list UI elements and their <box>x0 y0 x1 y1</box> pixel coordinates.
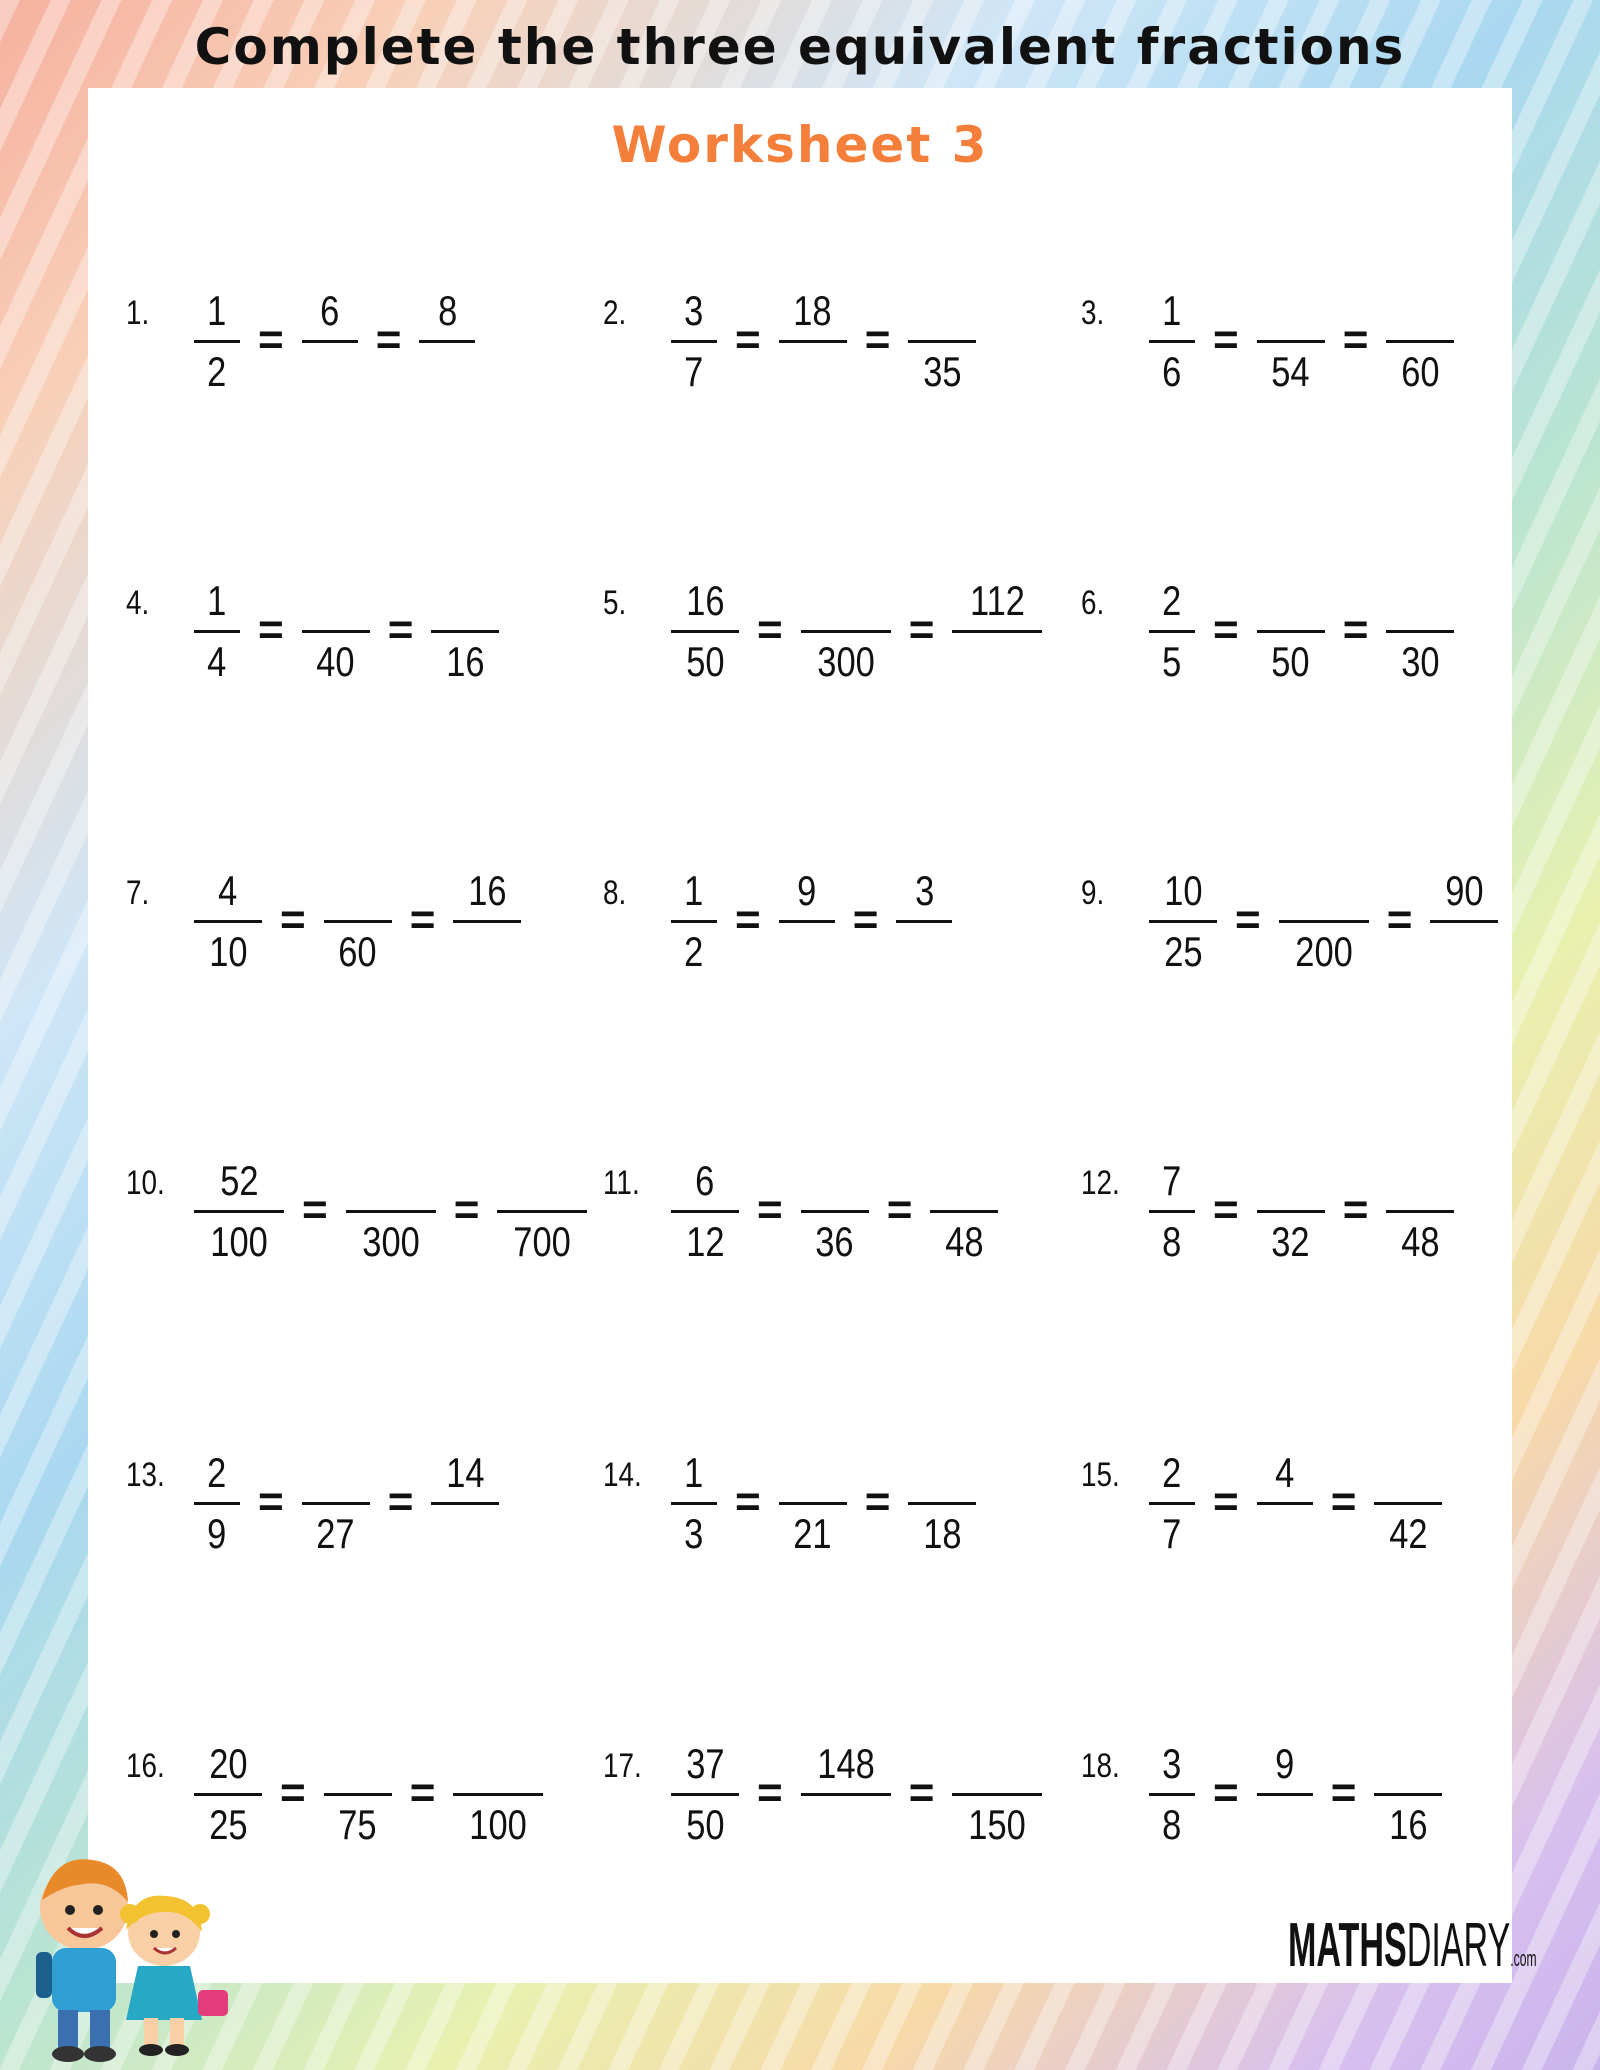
equals-sign: = <box>735 1476 761 1526</box>
fraction-bar <box>453 920 521 923</box>
fraction-f3 <box>431 578 499 685</box>
equals-sign: = <box>852 894 879 944</box>
problem-number: 12. <box>1081 1164 1120 1202</box>
fraction-f2 <box>779 1450 847 1557</box>
denominator: 100 <box>210 1218 268 1265</box>
denominator: 5 <box>1162 638 1182 685</box>
equals-sign: = <box>1213 1767 1239 1817</box>
problem-8 <box>603 868 952 975</box>
fraction-bar <box>801 1793 891 1796</box>
fraction-f3 <box>453 868 521 975</box>
equals-sign: = <box>864 314 891 364</box>
fraction-f3 <box>930 1158 998 1265</box>
denominator: 200 <box>1294 928 1353 975</box>
equals-sign: = <box>375 314 402 364</box>
fraction-f1 <box>671 578 739 685</box>
fraction-f2 <box>1257 288 1325 395</box>
denominator: 75 <box>338 1801 377 1848</box>
mathsdiary-logo: MATHSDIARY.com <box>1288 1911 1537 1980</box>
equals-sign: = <box>258 314 284 364</box>
denominator: 48 <box>1401 1218 1440 1265</box>
numerator: 6 <box>695 1157 715 1204</box>
denominator: 300 <box>361 1218 420 1265</box>
denominator: 3 <box>684 1510 704 1557</box>
numerator: 1 <box>207 287 227 334</box>
problem-12 <box>1081 1158 1454 1265</box>
denominator: 100 <box>469 1801 528 1848</box>
fraction-f3 <box>453 1741 543 1848</box>
denominator: 18 <box>923 1510 962 1557</box>
problem-14 <box>603 1450 976 1557</box>
problem-number: 13. <box>126 1456 165 1494</box>
fraction-f3 <box>908 1450 976 1557</box>
fraction-f1 <box>671 868 717 975</box>
denominator: 48 <box>945 1218 984 1265</box>
fraction-f1 <box>194 1450 240 1557</box>
problem-1 <box>126 288 475 395</box>
equals-sign: = <box>1330 1767 1357 1817</box>
problem-16 <box>126 1741 543 1848</box>
fraction-f1 <box>194 1741 262 1848</box>
numerator: 14 <box>446 1449 485 1496</box>
fraction-f1 <box>1149 288 1195 395</box>
equals-sign: = <box>409 1767 436 1817</box>
equals-sign: = <box>1386 894 1413 944</box>
equals-sign: = <box>757 1767 783 1817</box>
fraction-f2 <box>1257 1741 1313 1848</box>
denominator: 16 <box>446 638 485 685</box>
fraction-f1 <box>194 288 240 395</box>
numerator: 20 <box>208 1740 248 1787</box>
fraction-bar <box>431 1502 499 1505</box>
numerator: 3 <box>684 287 704 334</box>
fraction-f3 <box>1386 288 1454 395</box>
fraction-f1 <box>671 288 717 395</box>
problem-5 <box>603 578 1042 685</box>
equals-sign: = <box>886 1184 913 1234</box>
fraction-f1 <box>1149 1741 1195 1848</box>
problem-4 <box>126 578 499 685</box>
equals-sign: = <box>735 314 761 364</box>
numerator: 18 <box>793 287 832 334</box>
denominator: 9 <box>207 1510 227 1557</box>
fraction-f2 <box>1257 1158 1325 1265</box>
equals-sign: = <box>258 1476 284 1526</box>
fraction-f3 <box>431 1450 499 1557</box>
equals-sign: = <box>280 894 306 944</box>
numerator: 6 <box>320 287 340 334</box>
denominator: 8 <box>1162 1801 1182 1848</box>
problem-number: 2. <box>603 294 627 332</box>
denominator: 2 <box>684 928 704 975</box>
denominator: 25 <box>208 1801 248 1848</box>
fraction-f2 <box>779 868 835 975</box>
equals-sign: = <box>1342 1184 1369 1234</box>
problem-number: 16. <box>126 1747 165 1785</box>
equals-sign: = <box>1213 314 1239 364</box>
fraction-f1 <box>671 1450 717 1557</box>
numerator: 148 <box>816 1740 875 1787</box>
denominator: 4 <box>207 638 227 685</box>
problem-number: 10. <box>126 1164 165 1202</box>
denominator: 50 <box>685 638 725 685</box>
fraction-f2 <box>779 288 847 395</box>
equals-sign: = <box>258 604 284 654</box>
denominator: 40 <box>316 638 355 685</box>
fraction-f3 <box>1386 578 1454 685</box>
denominator: 32 <box>1271 1218 1310 1265</box>
numerator: 1 <box>684 867 704 914</box>
problem-9 <box>1081 868 1498 975</box>
problem-number: 7. <box>126 874 150 912</box>
problem-number: 11. <box>603 1164 640 1202</box>
fraction-f2 <box>302 288 358 395</box>
denominator: 10 <box>208 928 248 975</box>
numerator: 2 <box>1162 1449 1182 1496</box>
problem-number: 4. <box>126 584 150 622</box>
equals-sign: = <box>908 604 935 654</box>
fraction-f1 <box>671 1741 739 1848</box>
equals-sign: = <box>908 1767 935 1817</box>
equals-sign: = <box>864 1476 891 1526</box>
numerator: 112 <box>969 577 1025 624</box>
fraction-f2 <box>324 868 392 975</box>
problem-18 <box>1081 1741 1442 1848</box>
equals-sign: = <box>453 1184 480 1234</box>
numerator: 8 <box>437 287 457 334</box>
equals-sign: = <box>1213 1476 1239 1526</box>
fraction-f3 <box>908 288 976 395</box>
equals-sign: = <box>387 604 414 654</box>
equals-sign: = <box>1235 894 1261 944</box>
equals-sign: = <box>757 1184 783 1234</box>
problem-7 <box>126 868 521 975</box>
worksheet-subtitle: Worksheet 3 <box>611 116 989 174</box>
fraction-bar <box>952 630 1042 633</box>
equals-sign: = <box>302 1184 328 1234</box>
fraction-f1 <box>194 1158 284 1265</box>
fraction-f3 <box>419 288 475 395</box>
problem-number: 15. <box>1081 1456 1120 1494</box>
problem-number: 8. <box>603 874 627 912</box>
fraction-f1 <box>1149 578 1195 685</box>
fraction-bar <box>1257 1502 1313 1505</box>
numerator: 3 <box>914 867 934 914</box>
fraction-bar <box>1430 920 1498 923</box>
fraction-f3 <box>896 868 952 975</box>
numerator: 37 <box>685 1740 725 1787</box>
problem-number: 1. <box>126 294 150 332</box>
fraction-f1 <box>1149 1158 1195 1265</box>
fraction-f3 <box>1374 1741 1442 1848</box>
fraction-f3 <box>497 1158 587 1265</box>
fraction-bar <box>302 340 358 343</box>
equals-sign: = <box>280 1767 306 1817</box>
numerator: 1 <box>684 1449 704 1496</box>
problem-number: 9. <box>1081 874 1105 912</box>
fraction-f2 <box>1257 1450 1313 1557</box>
fraction-f2 <box>346 1158 436 1265</box>
fraction-bar <box>1257 1793 1313 1796</box>
fraction-f3 <box>952 1741 1042 1848</box>
equals-sign: = <box>1342 604 1369 654</box>
equals-sign: = <box>1342 314 1369 364</box>
numerator: 2 <box>207 1449 227 1496</box>
denominator: 30 <box>1401 638 1440 685</box>
denominator: 700 <box>513 1218 572 1265</box>
numerator: 9 <box>1275 1740 1295 1787</box>
numerator: 10 <box>1163 867 1203 914</box>
denominator: 8 <box>1162 1218 1182 1265</box>
fraction-f3 <box>1430 868 1498 975</box>
denominator: 7 <box>1162 1510 1182 1557</box>
numerator: 90 <box>1445 867 1484 914</box>
fraction-f2 <box>302 1450 370 1557</box>
fraction-bar <box>896 920 952 923</box>
fraction-bar <box>419 340 475 343</box>
equals-sign: = <box>757 604 783 654</box>
problem-number: 3. <box>1081 294 1105 332</box>
numerator: 9 <box>797 867 817 914</box>
denominator: 21 <box>793 1510 832 1557</box>
denominator: 300 <box>816 638 875 685</box>
denominator: 12 <box>685 1218 725 1265</box>
denominator: 16 <box>1389 1801 1428 1848</box>
denominator: 2 <box>207 348 227 395</box>
fraction-f2 <box>324 1741 392 1848</box>
denominator: 6 <box>1162 348 1182 395</box>
worksheet-heading: Complete the three equivalent fractions <box>194 18 1406 76</box>
problem-11 <box>603 1158 998 1265</box>
fraction-f3 <box>952 578 1042 685</box>
fraction-f2 <box>801 578 891 685</box>
numerator: 1 <box>1162 287 1182 334</box>
denominator: 36 <box>815 1218 854 1265</box>
denominator: 54 <box>1271 348 1310 395</box>
denominator: 60 <box>1401 348 1440 395</box>
numerator: 52 <box>219 1157 259 1204</box>
denominator: 150 <box>968 1801 1027 1848</box>
denominator: 7 <box>684 348 704 395</box>
fraction-f1 <box>1149 868 1217 975</box>
equals-sign: = <box>1213 1184 1239 1234</box>
fraction-f2 <box>1257 578 1325 685</box>
problem-number: 5. <box>603 584 627 622</box>
problem-number: 14. <box>603 1456 642 1494</box>
fraction-f2 <box>302 578 370 685</box>
denominator: 50 <box>685 1801 725 1848</box>
worksheet-page <box>88 88 1512 1983</box>
numerator: 16 <box>685 577 725 624</box>
numerator: 2 <box>1162 577 1182 624</box>
problem-number: 18. <box>1081 1747 1120 1785</box>
numerator: 1 <box>207 577 227 624</box>
equals-sign: = <box>1330 1476 1357 1526</box>
denominator: 27 <box>316 1510 355 1557</box>
fraction-f1 <box>671 1158 739 1265</box>
fraction-f2 <box>801 1741 891 1848</box>
fraction-f3 <box>1374 1450 1442 1557</box>
problem-2 <box>603 288 976 395</box>
fraction-bar <box>779 920 835 923</box>
problem-3 <box>1081 288 1454 395</box>
kids-illustration <box>14 1840 244 2070</box>
numerator: 16 <box>468 867 507 914</box>
denominator: 25 <box>1163 928 1203 975</box>
fraction-f2 <box>1279 868 1369 975</box>
problem-10 <box>126 1158 587 1265</box>
denominator: 60 <box>338 928 377 975</box>
fraction-bar <box>779 340 847 343</box>
numerator: 4 <box>1275 1449 1295 1496</box>
problem-17 <box>603 1741 1042 1848</box>
fraction-f1 <box>194 868 262 975</box>
problem-number: 6. <box>1081 584 1105 622</box>
denominator: 35 <box>923 348 962 395</box>
denominator: 50 <box>1271 638 1310 685</box>
fraction-f2 <box>801 1158 869 1265</box>
fraction-f1 <box>194 578 240 685</box>
equals-sign: = <box>409 894 436 944</box>
equals-sign: = <box>387 1476 414 1526</box>
denominator: 42 <box>1389 1510 1428 1557</box>
numerator: 3 <box>1162 1740 1182 1787</box>
problem-15 <box>1081 1450 1442 1557</box>
equals-sign: = <box>735 894 761 944</box>
fraction-f1 <box>1149 1450 1195 1557</box>
problem-6 <box>1081 578 1454 685</box>
fraction-f3 <box>1386 1158 1454 1265</box>
equals-sign: = <box>1213 604 1239 654</box>
problem-13 <box>126 1450 499 1557</box>
numerator: 4 <box>218 867 238 914</box>
problem-number: 17. <box>603 1747 642 1785</box>
numerator: 7 <box>1162 1157 1182 1204</box>
